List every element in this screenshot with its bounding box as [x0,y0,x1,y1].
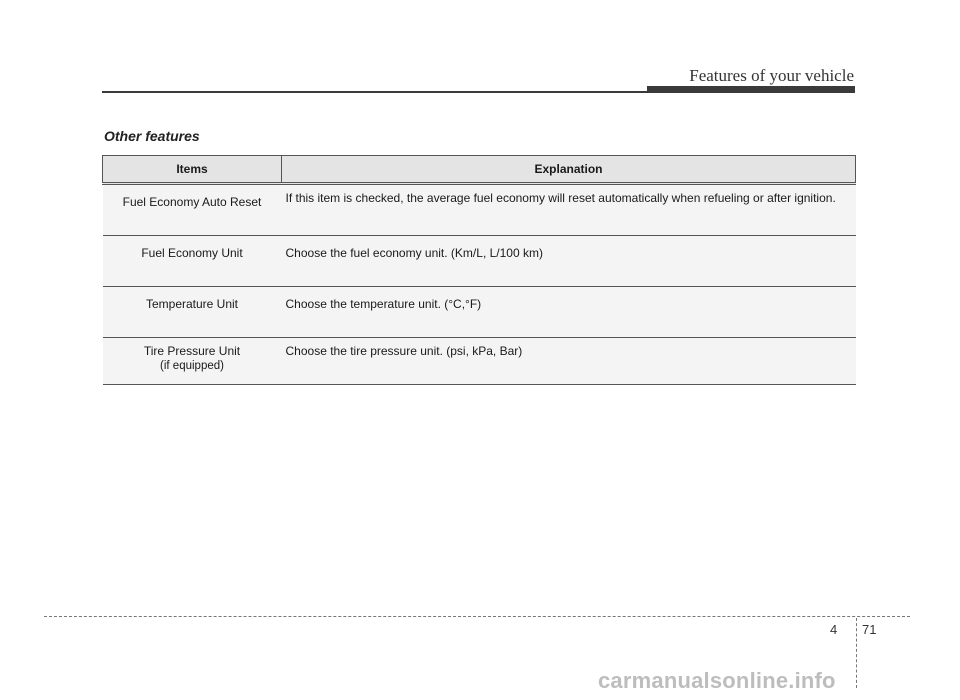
header-rule [102,91,652,93]
watermark: carmanualsonline.info [598,668,836,693]
features-table [102,155,856,385]
column-header-items: Items [103,156,282,184]
column-header-explanation: Explanation [282,156,856,184]
chapter-number: 4 [830,622,838,637]
explanation-cell: Choose the tire pressure unit. (psi, kPa, Bar) [282,338,856,385]
table-row [103,287,856,338]
page-header-title: Features of your vehicle [689,66,854,85]
explanation-cell: If this item is checked, the average fuel economy will reset automatically when refueling or after ignition. [282,184,856,236]
explanation-cell: Choose the temperature unit. (°C,°F) [282,287,856,338]
table-row [103,338,856,385]
item-sublabel: (if equipped) [160,360,224,372]
item-label: Tire Pressure Unit [143,344,241,358]
footer-divider [856,618,857,688]
section-title: Other features [104,128,200,144]
footer-rule [44,616,910,617]
table-row [103,184,856,236]
item-cell: Fuel Economy Unit [103,236,282,287]
header-rule-accent [647,86,855,93]
table-header-row [103,156,856,184]
item-cell [103,338,282,385]
explanation-cell: Choose the fuel economy unit. (Km/L, L/100 km) [282,236,856,287]
table-row [103,236,856,287]
page-number: 71 [862,622,877,637]
item-cell: Fuel Economy Auto Reset [103,184,282,236]
item-cell: Temperature Unit [103,287,282,338]
